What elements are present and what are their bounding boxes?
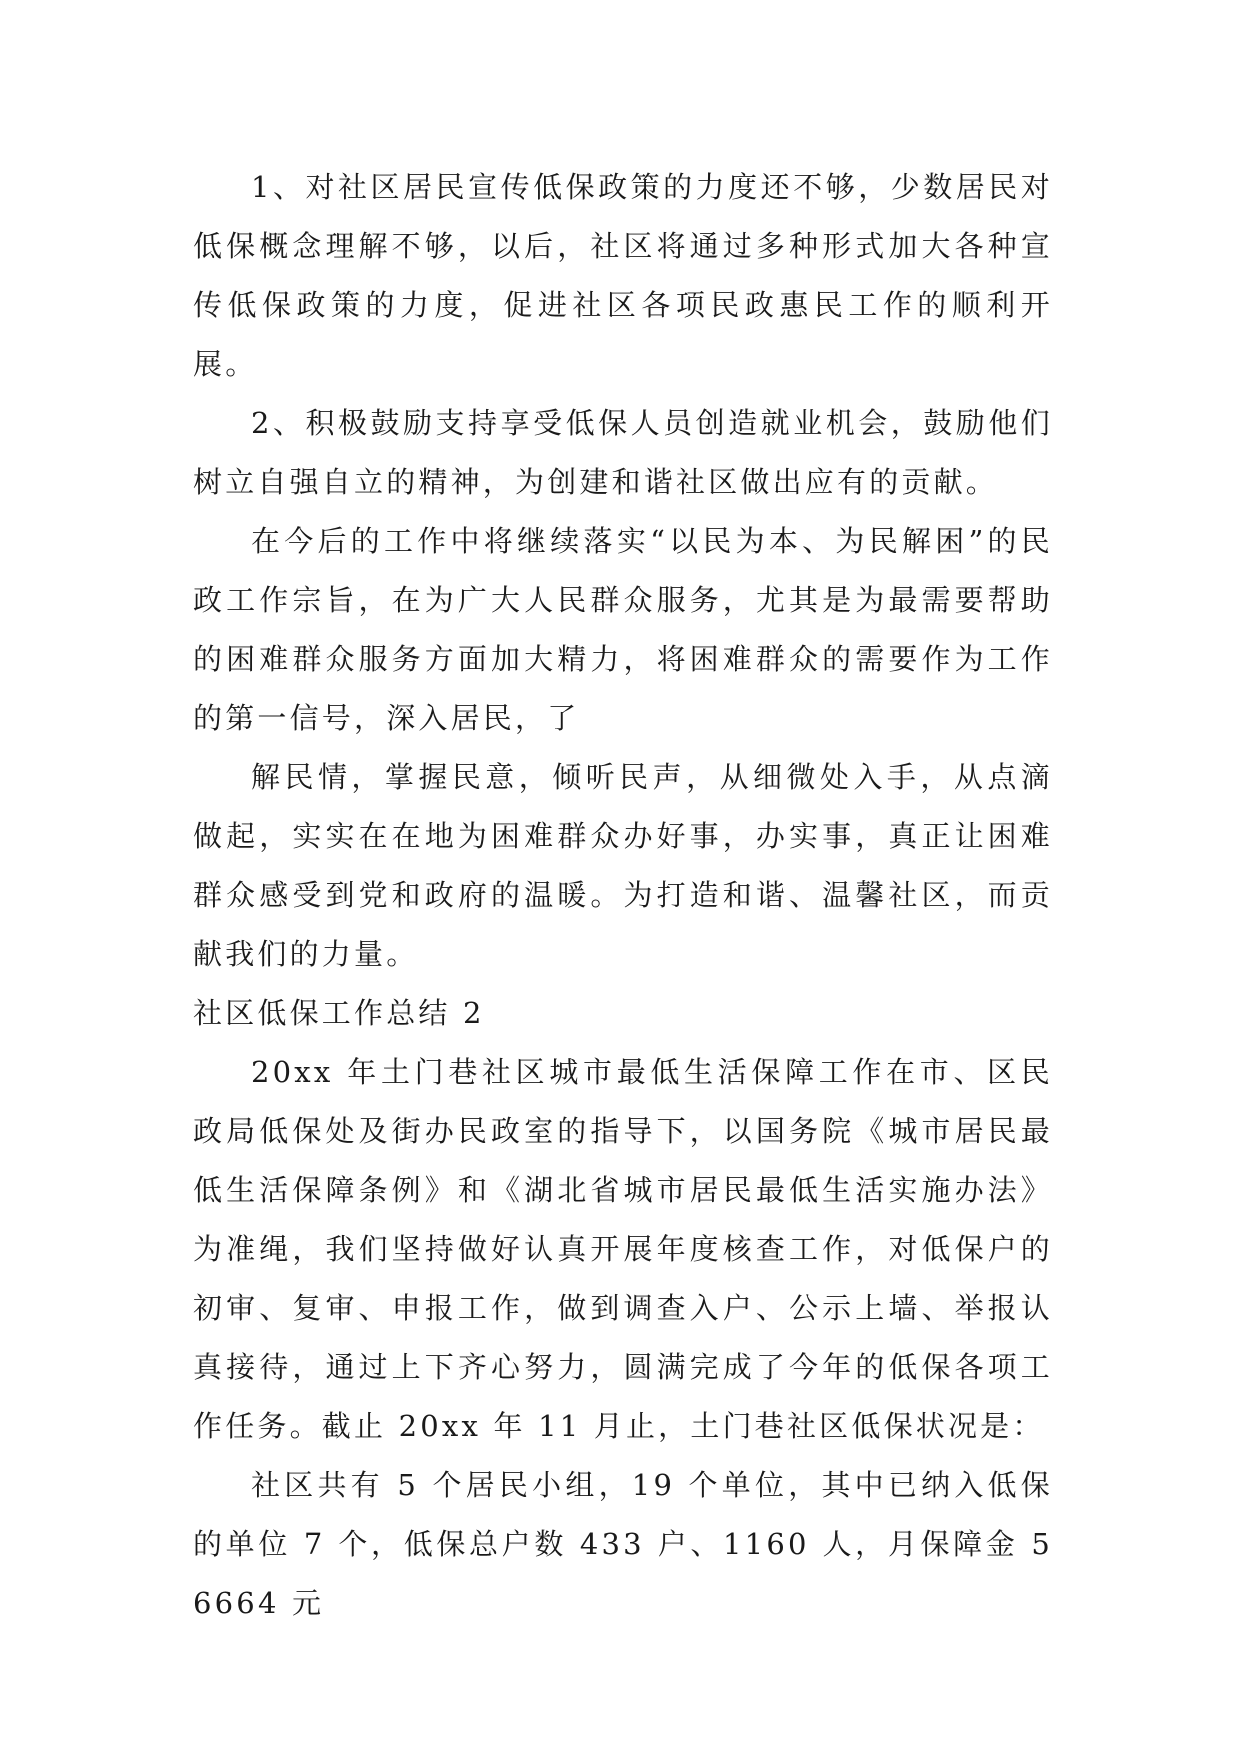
- paragraph-4: 解民情，掌握民意，倾听民声，从细微处入手，从点滴做起，实实在在地为困难群众办好事，办实事，真正让困难群众感受到党和政府的温暖。为打造和谐、温馨社区，而贡献我们的力量。: [193, 760, 1053, 971]
- section-paragraph-1: 20xx 年土门巷社区城市最低生活保障工作在市、区民政局低保处及街办民政室的指导下，以国务院《城市居民最低生活保障条例》和《湖北省城市居民最低生活实施办法》为准绳，我们坚持做好认真开展年度核查工作，对低保户的初审、复审、申报工作，做到调查入户、公示上墙、举报认真接待，通过上下齐心努力，圆满完成了今年的低保各项工作任务。截止 20xx 年 11 月止，土门巷社区低保状况是：: [193, 1055, 1053, 1443]
- section-title: 社区低保工作总结 2: [193, 996, 485, 1030]
- document-body: [193, 158, 1053, 1633]
- paragraph-1: 1、对社区居民宣传低保政策的力度还不够，少数居民对低保概念理解不够，以后，社区将通过多种形式加大各种宣传低保政策的力度，促进社区各项民政惠民工作的顺利开展。: [193, 170, 1053, 381]
- section-paragraph-2: 社区共有 5 个居民小组，19 个单位，其中已纳入低保的单位 7 个，低保总户数 433 户、1160 人，月保障金 56664 元: [193, 1468, 1053, 1620]
- paragraph-3: 在今后的工作中将继续落实“以民为本、为民解困”的民政工作宗旨，在为广大人民群众服务，尤其是为最需要帮助的困难群众服务方面加大精力，将困难群众的需要作为工作的第一信号，深入居民，了: [193, 524, 1053, 735]
- paragraph-2: 2、积极鼓励支持享受低保人员创造就业机会，鼓励他们树立自强自立的精神，为创建和谐社区做出应有的贡献。: [193, 406, 1053, 499]
